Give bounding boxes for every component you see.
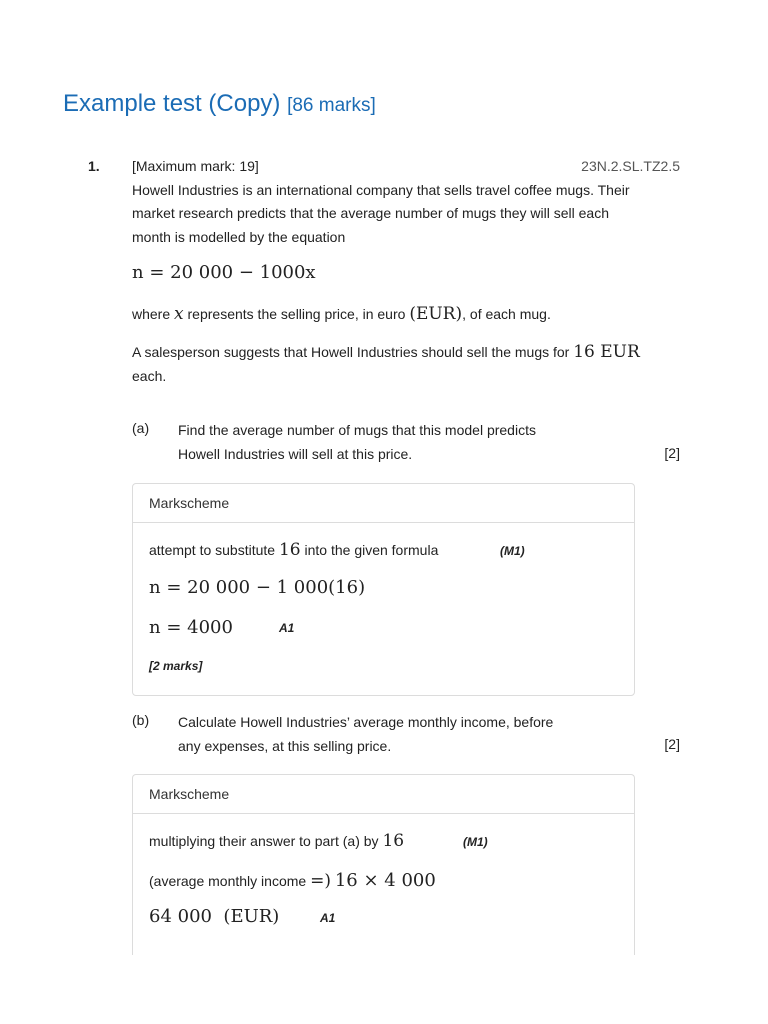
part-b-line-2: any expenses, at this selling price. (178, 737, 392, 754)
question-code: 23N.2.SL.TZ2.5 (581, 158, 680, 174)
where-pre: where (132, 306, 171, 322)
model-equation: n = 20 000 − 1000x (132, 262, 316, 283)
part-b-marks: [2] (664, 736, 680, 752)
ms-b-tag-a1: A1 (320, 911, 336, 925)
ms-b-line-2 (149, 870, 436, 891)
question-number: 1. (88, 158, 100, 174)
part-a-markscheme (132, 483, 635, 696)
ms-a-line-3: n = 4000 (149, 617, 233, 638)
markscheme-header: Markscheme (133, 775, 634, 814)
part-b-text (178, 711, 578, 758)
title-text: Example test (Copy) (63, 90, 281, 117)
ms-b-tag-m1: (M1) (463, 835, 488, 849)
part-a-text (178, 419, 578, 466)
ms-b-line-2-val: 16 × 4 000 (334, 870, 436, 891)
part-a-marks: [2] (664, 445, 680, 461)
where-post: , of each mug. (462, 306, 551, 322)
ms-b-line-3: 64 000 (EUR) (149, 906, 280, 927)
where-unit: (EUR) (409, 304, 463, 324)
ms-a-line-1-val: 16 (278, 540, 301, 560)
ms-b-line-1-val: 16 (382, 831, 405, 851)
question-intro (132, 179, 642, 250)
intro-line-2: market research predicts that the average number of mugs they will sell each (132, 205, 610, 221)
part-a-line-2: Howell Industries will sell at this price. (178, 445, 413, 462)
ms-a-line-1-pre: attempt to substitute (149, 542, 276, 558)
ms-a-tag-m1: (M1) (500, 544, 525, 558)
ms-a-line-2: n = 20 000 − 1 000(16) (149, 577, 366, 598)
ms-a-line-1 (149, 540, 438, 560)
page-title (63, 90, 376, 118)
where-variable: x (174, 304, 184, 324)
part-b-label: (b) (132, 712, 150, 728)
part-b-line-1: Calculate Howell Industries’ average monthly income, before (178, 714, 554, 730)
ms-b-line-2-pre: (average monthly income (149, 873, 307, 889)
question-max-mark: [Maximum mark: 19] (132, 158, 259, 174)
sales-post: each. (132, 367, 167, 384)
sales-pre: A salesperson suggests that Howell Industries should sell the mugs for (132, 344, 570, 360)
markscheme-header: Markscheme (133, 484, 634, 523)
ms-a-line-1-post: into the given formula (304, 542, 439, 558)
part-b-markscheme (132, 774, 635, 955)
intro-line-1: Howell Industries is an international company that sells travel coffee mugs. Their (132, 181, 630, 198)
where-mid: represents the selling price, in euro (187, 306, 406, 322)
sales-value: 16 EUR (573, 342, 640, 362)
title-marks: [86 marks] (287, 95, 376, 116)
ms-a-tag-a1: A1 (279, 621, 295, 635)
ms-a-total: [2 marks] (149, 659, 203, 673)
where-sentence (132, 303, 642, 327)
salesperson-sentence (132, 341, 642, 388)
ms-b-line-2-eq: =) (310, 871, 331, 891)
part-a-label: (a) (132, 420, 150, 436)
ms-b-line-1 (149, 831, 404, 851)
part-a-line-1: Find the average number of mugs that this model predicts (178, 422, 536, 438)
intro-line-3: month is modelled by the equation (132, 228, 346, 245)
ms-b-line-1-pre: multiplying their answer to part (a) by (149, 833, 379, 849)
